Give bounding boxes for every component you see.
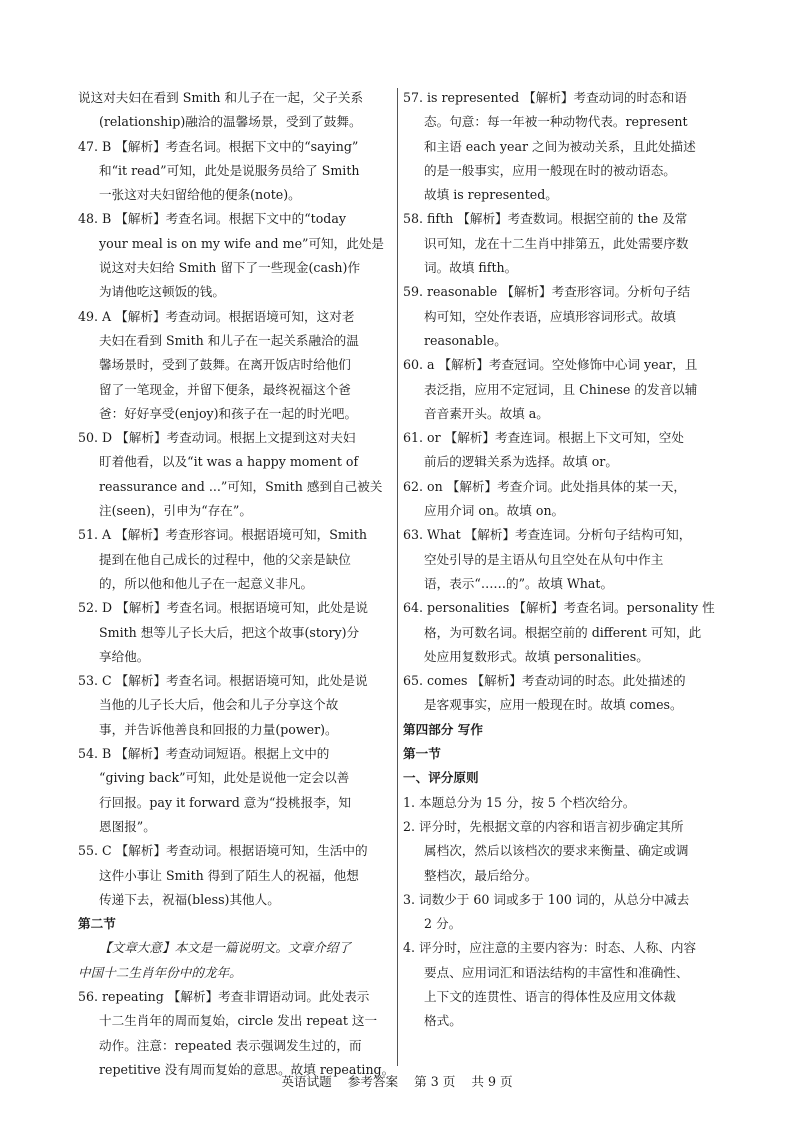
text-line: 整档次，最后给分。 <box>424 867 538 883</box>
text-line: 事，并告诉他善良和回报的力量(power)。 <box>99 721 338 737</box>
answer-item <box>78 305 394 426</box>
text-line: 留了一笔现金，并留下便条，最终祝福这个爸 <box>99 381 351 397</box>
answer-item <box>78 523 394 596</box>
text-line: 这件小事让 Smith 得到了陌生人的祝福，他想 <box>99 867 359 883</box>
answer-item <box>78 426 394 523</box>
answer-item <box>403 596 721 669</box>
column-divider <box>397 88 398 1066</box>
footer-total-pages: 共 9 页 <box>471 1074 513 1089</box>
answer-item <box>78 839 394 912</box>
text-line: 1. 本题总分为 15 分，按 5 个档次给分。 <box>403 794 636 810</box>
text-line: 享给他。 <box>99 648 150 664</box>
article-summary <box>78 936 394 985</box>
text-line: 52. D 【解析】考查名词。根据语境可知，此处是说 <box>78 600 369 616</box>
text-line: 音音素开头。故填 a。 <box>424 405 549 421</box>
page-footer <box>0 1072 794 1092</box>
text-line: 说这对夫妇在看到 Smith 和儿子在一起，父子关系 <box>78 90 364 105</box>
answer-item <box>403 669 721 718</box>
text-line: 空处引导的是主语从句且空处在从句中作主 <box>424 551 664 567</box>
footer-answer-label: 参考答案 <box>347 1074 399 1089</box>
answer-item <box>78 742 394 839</box>
answer-item <box>78 985 394 1082</box>
text-line: 62. on 【解析】考查介词。此处指具体的某一天， <box>403 478 687 494</box>
text-line: 故填 is represented。 <box>424 187 558 203</box>
text-line: 语，表示“……的”。故填 What。 <box>424 575 614 591</box>
text-line: 58. fifth 【解析】考查数词。根据空前的 the 及常 <box>403 211 688 227</box>
text-line: repetitive 没有周而复始的意思。故填 repeating。 <box>99 1061 394 1077</box>
text-line: 说这对夫妇给 Smith 留下了一些现金(cash)作 <box>99 260 361 276</box>
text-line: 54. B 【解析】考查动词短语。根据上文中的 <box>78 746 330 762</box>
answer-item <box>403 280 721 353</box>
section-heading: 第四部分 写作 <box>403 721 483 737</box>
text-line: (relationship)融洽的温馨场景，受到了鼓舞。 <box>99 114 362 130</box>
text-line: 格，为可数名词。根据空前的 different 可知，此 <box>424 624 702 640</box>
text-line: 55. C 【解析】考查动词。根据语境可知，生活中的 <box>78 843 368 859</box>
text-line: 60. a 【解析】考查冠词。空处修饰中心词 year，且 <box>403 357 698 373</box>
text-line: 词。故填 fifth。 <box>424 260 518 276</box>
text-line: 盯着他看，以及“it was a happy moment of <box>99 454 359 470</box>
text-line: 应用介词 on。故填 on。 <box>424 503 565 519</box>
answer-item <box>78 596 394 669</box>
text-line: 爸：好好享受(enjoy)和孩子在一起的时光吧。 <box>99 405 358 421</box>
text-line: 前后的逻辑关系为选择。故填 or。 <box>424 454 618 470</box>
text-line: 56. repeating 【解析】考查非谓语动词。此处表示 <box>78 988 370 1004</box>
text-line: 动作。注意：repeated 表示强调发生过的，而 <box>99 1037 362 1053</box>
text-line: 48. B 【解析】考查名词。根据下文中的“today <box>78 211 346 227</box>
text-line: 47. B 【解析】考查名词。根据下文中的“saying” <box>78 138 359 154</box>
text-line: 50. D 【解析】考查动词。根据上文提到这对夫妇 <box>78 430 356 446</box>
text-line: 3. 词数少于 60 词或多于 100 词的，从总分中减去 <box>403 891 690 907</box>
section-heading: 第一节 <box>403 746 441 762</box>
text-line: 中国十二生肖年份中的龙年。 <box>78 964 242 980</box>
text-line: 和主语 each year 之间为被动关系，且此处描述 <box>424 138 696 154</box>
text-line: 63. What 【解析】考查连词。分析句子结构可知， <box>403 527 692 543</box>
text-line: Smith 想等儿子长大后，把这个故事(story)分 <box>99 624 360 640</box>
text-line: reasonable。 <box>424 332 507 348</box>
text-line: 当他的儿子长大后，他会和儿子分享这个故 <box>99 697 339 713</box>
text-line: 和“it read”可知，此处是说服务员给了 Smith <box>99 162 360 178</box>
text-line: 行回报。pay it forward 意为“投桃报李，知 <box>99 794 351 810</box>
text-line: your meal is on my wife and me”可知，此处是 <box>99 235 385 251</box>
answer-item <box>403 815 721 888</box>
text-line: 的是一般事实，应用一般现在时的被动语态。 <box>424 162 676 178</box>
text-line: 构可知，空处作表语，应填形容词形式。故填 <box>424 308 676 324</box>
answer-item <box>403 523 721 596</box>
text-line: 十二生肖年的周而复始，circle 发出 repeat 这一 <box>99 1013 378 1029</box>
text-line: 53. C 【解析】考查名词。根据语境可知，此处是说 <box>78 673 368 689</box>
text-line: 65. comes 【解析】考查动词的时态。此处描述的 <box>403 673 686 689</box>
answer-item <box>403 207 721 280</box>
text-line: 2. 评分时，先根据文章的内容和语言初步确定其所 <box>403 818 684 834</box>
text-line: 态。句意：每一年被一种动物代表。represent <box>424 114 688 130</box>
answer-item <box>403 936 721 1033</box>
text-line: 注(seen)，引申为“存在”。 <box>99 503 252 519</box>
answer-item <box>78 669 394 742</box>
answer-item <box>78 207 394 304</box>
text-line: 提到在他自己成长的过程中，他的父亲是缺位 <box>99 551 351 567</box>
text-line: 61. or 【解析】考查连词。根据上下文可知，空处 <box>403 430 684 446</box>
answer-item <box>403 791 721 815</box>
text-line: 处应用复数形式。故填 personalities。 <box>424 648 649 664</box>
text-line: 传递下去，祝福(bless)其他人。 <box>99 891 280 907</box>
section-heading: 一、评分原则 <box>403 770 479 786</box>
text-line: 一张这对夫妇留给他的便条(note)。 <box>99 187 301 203</box>
text-line: 识可知，龙在十二生肖中排第五，此处需要序数 <box>424 235 689 251</box>
answer-item <box>403 353 721 426</box>
answer-item <box>403 888 721 937</box>
text-line: 夫妇在看到 Smith 和儿子在一起关系融洽的温 <box>99 332 359 348</box>
text-line: 57. is represented 【解析】考查动词的时态和语 <box>403 90 687 105</box>
text-line: 【文章大意】本文是一篇说明文。文章介绍了 <box>99 940 351 956</box>
text-line: 2 分。 <box>424 916 462 932</box>
answer-item <box>403 475 721 524</box>
text-line: 馨场景时，受到了鼓舞。在离开饭店时给他们 <box>99 357 351 373</box>
text-line: 59. reasonable 【解析】考查形容词。分析句子结 <box>403 284 691 300</box>
text-line: 要点、应用词汇和语法结构的丰富性和准确性、 <box>424 964 689 980</box>
right-column <box>403 86 721 1034</box>
section-heading: 第二节 <box>78 916 116 932</box>
text-line: “giving back”可知，此处是说他一定会以善 <box>99 770 350 786</box>
text-line: 属档次，然后以该档次的要求来衡量、确定或调 <box>424 843 689 859</box>
text-line: 49. A 【解析】考查动词。根据语境可知，这对老 <box>78 308 355 324</box>
footer-page-number: 第 3 页 <box>414 1074 456 1089</box>
text-line: 51. A 【解析】考查形容词。根据语境可知，Smith <box>78 527 367 543</box>
text-line: 的，所以他和他儿子在一起意义非凡。 <box>99 575 314 591</box>
text-line: 是客观事实，应用一般现在时。故填 comes。 <box>424 697 683 713</box>
text-line: 格式。 <box>424 1013 462 1029</box>
text-line: reassurance and ...”可知，Smith 感到自己被关 <box>99 478 383 494</box>
text-line: 恩图报”。 <box>99 818 156 834</box>
answer-item <box>403 86 721 207</box>
answer-item <box>78 86 394 135</box>
text-line: 表泛指，应用不定冠词，且 Chinese 的发音以辅 <box>424 381 698 397</box>
answer-item <box>78 135 394 208</box>
text-line: 上下文的连贯性、语言的得体性及应用文体裁 <box>424 988 676 1004</box>
left-column <box>78 86 394 1082</box>
text-line: 4. 评分时，应注意的主要内容为：时态、人称、内容 <box>403 940 697 956</box>
answer-item <box>403 426 721 475</box>
text-line: 64. personalities 【解析】考查名词。personality 性 <box>403 600 715 616</box>
footer-subject: 英语试题 <box>281 1074 332 1089</box>
text-line: 为请他吃这顿饭的钱。 <box>99 284 225 300</box>
